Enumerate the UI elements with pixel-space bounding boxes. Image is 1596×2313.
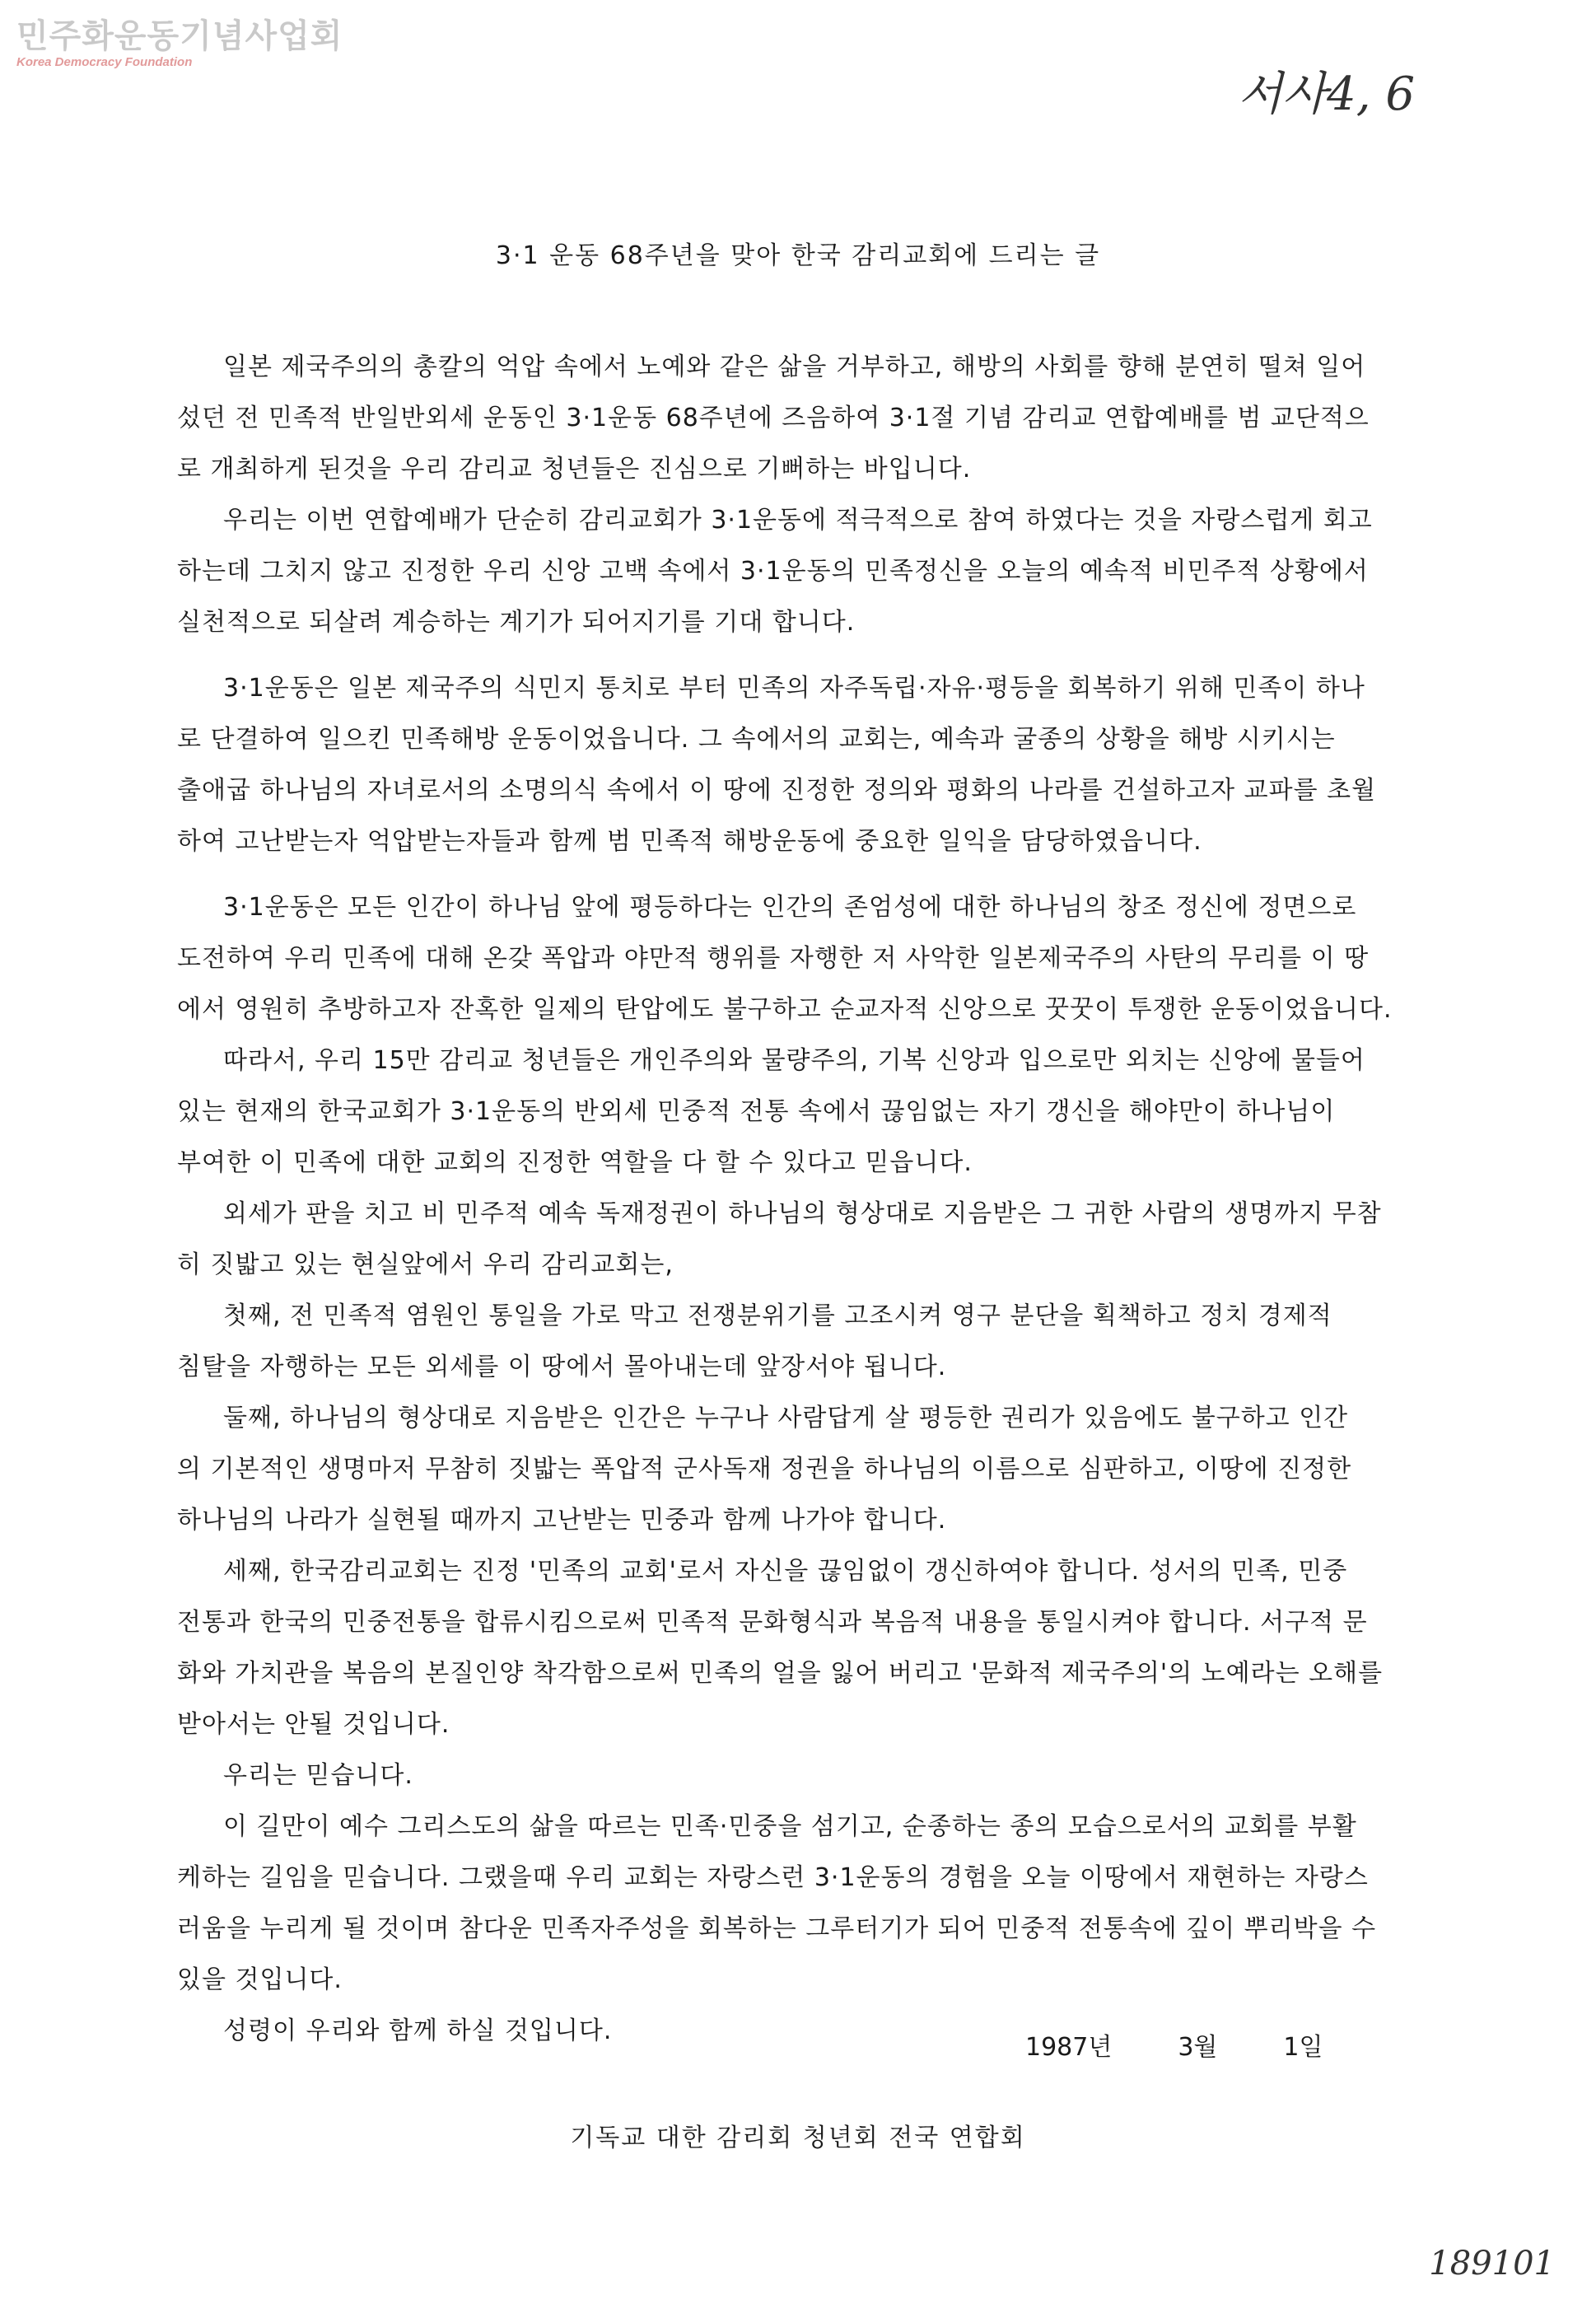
text-line: 에서 영원히 추방하고자 잔혹한 일제의 탄압에도 불구하고 순교자적 신앙으로 꿋꿋이 투쟁한 운동이었읍니다.	[177, 995, 1393, 1024]
text-line: 부여한 이 민족에 대한 교회의 진정한 역할을 다 할 수 있다고 믿읍니다.	[177, 1148, 973, 1177]
text-line: 화와 가치관을 복음의 본질인양 착각함으로써 민족의 얼을 잃어 버리고 '문화적 제국주의'의 노예라는 오해를	[177, 1659, 1384, 1688]
text-line: 받아서는 안될 것입니다.	[177, 1710, 450, 1739]
paragraph	[177, 342, 1445, 495]
paragraph	[177, 1291, 1445, 1393]
watermark-korean: 민주화운동기념사업회	[16, 17, 343, 55]
text-line: 따라서, 우리 15만 감리교 청년들은 개인주의와 물량주의, 기복 신앙과 입으로만 외치는 신앙에 물들어	[223, 1046, 1365, 1075]
text-line: 전통과 한국의 민중전통을 합류시킴으로써 민족적 문화형식과 복음적 내용을 통일시켜야 합니다. 서구적 문	[177, 1608, 1368, 1637]
text-line: 일본 제국주의의 총칼의 억압 속에서 노예와 같은 삶을 거부하고, 해방의 사회를 향해 분연히 떨쳐 일어	[223, 353, 1366, 381]
text-line: 하여 고난받는자 억압받는자들과 함께 범 민족적 해방운동에 중요한 일익을 담당하였읍니다.	[177, 827, 1202, 856]
text-line: 섰던 전 민족적 반일반외세 운동인 3·1운동 68주년에 즈음하여 3·1절 기념 감리교 연합예배를 범 교단적으	[177, 404, 1370, 432]
text-line: 외세가 판을 치고 비 민주적 예속 독재정권이 하나님의 형상대로 지음받은 그 귀한 사람의 생명까지 무참	[223, 1199, 1382, 1228]
text-line: 침탈을 자행하는 모든 외세를 이 땅에서 몰아내는데 앞장서야 됩니다.	[177, 1353, 947, 1381]
paragraph	[177, 495, 1445, 648]
document-title: 3·1 운동 68주년을 맞아 한국 감리교회에 드리는 글	[495, 241, 1101, 270]
text-line: 의 기본적인 생명마저 무참히 짓밟는 폭압적 군사독재 정권을 하나님의 이름으로 심판하고, 이땅에 진정한	[177, 1455, 1352, 1484]
text-line: 둘째, 하나님의 형상대로 지음받은 인간은 누구나 사람답게 살 평등한 권리가 있음에도 불구하고 인간	[223, 1404, 1349, 1432]
text-line: 하나님의 나라가 실현될 때까지 고난받는 민중과 함께 나가야 합니다.	[177, 1506, 947, 1535]
text-line: 로 개최하게 된것을 우리 감리교 청년들은 진심으로 기뻐하는 바입니다.	[177, 455, 972, 484]
date-year: 1987년	[1025, 2033, 1113, 2062]
date-day: 1일	[1283, 2033, 1323, 2062]
text-line: 세째, 한국감리교회는 진정 '민족의 교회'로서 자신을 끊임없이 갱신하여야 합니다. 성서의 민족, 민중	[223, 1557, 1348, 1586]
text-line: 히 짓밟고 있는 현실앞에서 우리 감리교회는,	[177, 1250, 674, 1279]
text-line: 도전하여 우리 민족에 대해 온갖 폭압과 야만적 행위를 자행한 저 사악한 일본제국주의 사탄의 무리를 이 땅	[177, 944, 1370, 973]
paragraph	[177, 1189, 1445, 1291]
paragraph	[177, 1750, 1445, 1801]
paragraph	[177, 1546, 1445, 1750]
text-line: 첫째, 전 민족적 염원인 통일을 가로 막고 전쟁분위기를 고조시켜 영구 분단을 획책하고 정치 경제적	[223, 1301, 1332, 1330]
text-line: 있을 것입니다.	[177, 1965, 343, 1994]
text-line: 3·1운동은 일본 제국주의 식민지 통치로 부터 민족의 자주독립·자유·평등을 회복하기 위해 민족이 하나	[223, 674, 1365, 703]
text-line: 케하는 길임을 믿습니다. 그랬을때 우리 교회는 자랑스런 3·1운동의 경험을 오늘 이땅에서 재현하는 자랑스	[177, 1863, 1369, 1892]
paragraph	[177, 1035, 1445, 1189]
text-line: 로 단결하여 일으킨 민족해방 운동이었읍니다. 그 속에서의 교회는, 예속과 굴종의 상황을 해방 시키시는	[177, 725, 1336, 754]
watermark-english: Korea Democracy Foundation	[16, 55, 193, 69]
handwritten-note-top: 서사4, 6	[1237, 68, 1415, 121]
paragraph	[177, 1801, 1445, 2006]
document-date	[1025, 2026, 1388, 2063]
text-line: 하는데 그치지 않고 진정한 우리 신앙 고백 속에서 3·1운동의 민족정신을 오늘의 예속적 비민주적 상황에서	[177, 557, 1369, 586]
document-body	[177, 342, 1445, 2057]
watermark-logo	[16, 18, 343, 71]
text-line: 우리는 이번 연합예배가 단순히 감리교회가 3·1운동에 적극적으로 참여 하였다는 것을 자랑스럽게 회고	[223, 506, 1373, 535]
text-line: 우리는 믿습니다.	[223, 1761, 413, 1790]
text-line: 3·1운동은 모든 인간이 하나님 앞에 평등하다는 인간의 존엄성에 대한 하나님의 창조 정신에 정면으로	[223, 893, 1357, 922]
handwritten-note-bottom: 189101	[1429, 2245, 1555, 2283]
text-line: 출애굽 하나님의 자녀로서의 소명의식 속에서 이 땅에 진정한 정의와 평화의 나라를 건설하고자 교파를 초월	[177, 776, 1377, 805]
text-line: 러움을 누리게 될 것이며 참다운 민족자주성을 회복하는 그루터기가 되어 민중적 전통속에 깊이 뿌리박을 수	[177, 1914, 1377, 1943]
text-line: 실천적으로 되살려 계승하는 계기가 되어지기를 기대 합니다.	[177, 608, 856, 637]
paragraph	[177, 1393, 1445, 1546]
paragraph	[177, 663, 1445, 867]
text-line: 있는 현재의 한국교회가 3·1운동의 반외세 민중적 전통 속에서 끊임없는 자기 갱신을 해야만이 하나님이	[177, 1097, 1336, 1126]
text-line: 이 길만이 예수 그리스도의 삶을 따르는 민족·민중을 섬기고, 순종하는 종의 모습으로서의 교회를 부활	[223, 1812, 1357, 1841]
date-month: 3월	[1178, 2033, 1218, 2062]
organization-signature: 기독교 대한 감리회 청년회 전국 연합회	[570, 2124, 1026, 2152]
paragraph	[177, 882, 1445, 1035]
text-line: 성령이 우리와 함께 하실 것입니다.	[223, 2016, 613, 2045]
